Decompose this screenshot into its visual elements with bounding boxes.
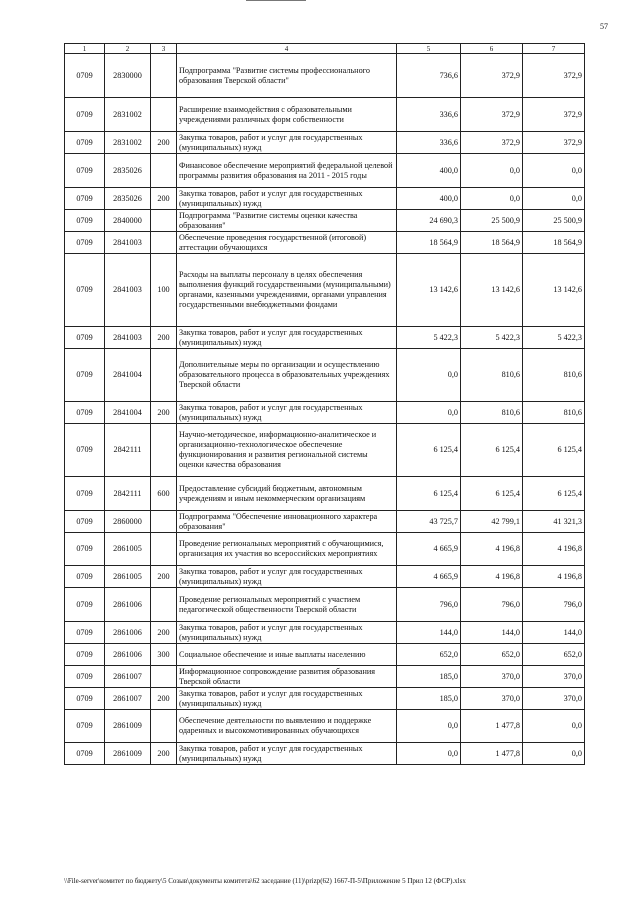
table-row (65, 533, 585, 566)
article-code-cell: 2835026 (105, 188, 151, 210)
article-code-cell: 2860000 (105, 511, 151, 533)
amount-col5-cell: 400,0 (397, 154, 461, 188)
amount-col7-cell: 0,0 (523, 154, 585, 188)
amount-col6-cell: 370,0 (461, 666, 523, 688)
amount-col7-cell: 0,0 (523, 710, 585, 743)
section-code-cell: 0709 (65, 98, 105, 132)
amount-col6-cell: 370,0 (461, 688, 523, 710)
description-cell: Закупка товаров, работ и услуг для государственных (муниципальных) нужд (177, 688, 397, 710)
column-header: 5 (397, 44, 461, 54)
description-cell: Предоставление субсидий бюджетным, автономным учреждениям и иным некоммерческим организациям (177, 477, 397, 511)
expense-type-cell (151, 511, 177, 533)
amount-col7-cell: 18 564,9 (523, 232, 585, 254)
table-row (65, 588, 585, 622)
amount-col7-cell: 4 196,8 (523, 533, 585, 566)
description-cell: Закупка товаров, работ и услуг для государственных (муниципальных) нужд (177, 132, 397, 154)
amount-col6-cell: 796,0 (461, 588, 523, 622)
column-header: 3 (151, 44, 177, 54)
expense-type-cell: 200 (151, 566, 177, 588)
amount-col6-cell: 810,6 (461, 402, 523, 424)
expense-type-cell: 100 (151, 254, 177, 327)
description-cell: Подпрограмма "Обеспечение инновационного характера образования" (177, 511, 397, 533)
article-code-cell: 2861009 (105, 710, 151, 743)
expense-type-cell: 200 (151, 327, 177, 349)
amount-col6-cell: 144,0 (461, 622, 523, 644)
expense-type-cell: 600 (151, 477, 177, 511)
expense-type-cell (151, 588, 177, 622)
expense-type-cell (151, 710, 177, 743)
expense-type-cell (151, 210, 177, 232)
table-row (65, 232, 585, 254)
table-row (65, 566, 585, 588)
amount-col6-cell: 1 477,8 (461, 710, 523, 743)
section-code-cell: 0709 (65, 232, 105, 254)
article-code-cell: 2840000 (105, 210, 151, 232)
amount-col5-cell: 796,0 (397, 588, 461, 622)
description-cell: Обеспечение проведения государственной (итоговой) аттестации обучающихся (177, 232, 397, 254)
section-code-cell: 0709 (65, 644, 105, 666)
column-header: 6 (461, 44, 523, 54)
amount-col5-cell: 0,0 (397, 710, 461, 743)
amount-col6-cell: 652,0 (461, 644, 523, 666)
amount-col7-cell: 370,0 (523, 688, 585, 710)
amount-col6-cell: 6 125,4 (461, 477, 523, 511)
amount-col5-cell: 0,0 (397, 402, 461, 424)
section-code-cell: 0709 (65, 710, 105, 743)
amount-col5-cell: 400,0 (397, 188, 461, 210)
amount-col5-cell: 6 125,4 (397, 424, 461, 477)
section-code-cell: 0709 (65, 254, 105, 327)
amount-col5-cell: 13 142,6 (397, 254, 461, 327)
description-cell: Закупка товаров, работ и услуг для государственных (муниципальных) нужд (177, 622, 397, 644)
amount-col7-cell: 144,0 (523, 622, 585, 644)
description-cell: Подпрограмма "Развитие системы профессионального образования Тверской области" (177, 54, 397, 98)
table-row (65, 622, 585, 644)
page-number: 57 (600, 22, 608, 31)
amount-col5-cell: 6 125,4 (397, 477, 461, 511)
expense-type-cell (151, 666, 177, 688)
article-code-cell: 2835026 (105, 154, 151, 188)
amount-col7-cell: 372,9 (523, 98, 585, 132)
article-code-cell: 2861006 (105, 588, 151, 622)
section-code-cell: 0709 (65, 622, 105, 644)
amount-col6-cell: 810,6 (461, 349, 523, 402)
amount-col7-cell: 372,9 (523, 54, 585, 98)
section-code-cell: 0709 (65, 54, 105, 98)
amount-col7-cell: 6 125,4 (523, 477, 585, 511)
article-code-cell: 2842111 (105, 477, 151, 511)
amount-col6-cell: 4 196,8 (461, 533, 523, 566)
amount-col5-cell: 0,0 (397, 743, 461, 765)
description-cell: Дополнительные меры по организации и осуществлению образовательного процесса в образовательных учреждениях Тверской области (177, 349, 397, 402)
section-code-cell: 0709 (65, 743, 105, 765)
amount-col5-cell: 185,0 (397, 666, 461, 688)
article-code-cell: 2861006 (105, 644, 151, 666)
description-cell: Научно-методическое, информационно-аналитическое и организационно-технологическое обеспечение функционирования и развития региональной системы оценки качества образования (177, 424, 397, 477)
amount-col7-cell: 5 422,3 (523, 327, 585, 349)
table-row (65, 511, 585, 533)
expense-type-cell: 200 (151, 743, 177, 765)
article-code-cell: 2830000 (105, 54, 151, 98)
expense-type-cell: 200 (151, 132, 177, 154)
table-row (65, 54, 585, 98)
amount-col6-cell: 372,9 (461, 54, 523, 98)
section-code-cell: 0709 (65, 666, 105, 688)
section-code-cell: 0709 (65, 327, 105, 349)
expense-type-cell (151, 424, 177, 477)
article-code-cell: 2841003 (105, 327, 151, 349)
expense-type-cell (151, 98, 177, 132)
expense-type-cell (151, 232, 177, 254)
section-code-cell: 0709 (65, 402, 105, 424)
amount-col7-cell: 796,0 (523, 588, 585, 622)
amount-col5-cell: 736,6 (397, 54, 461, 98)
amount-col6-cell: 25 500,9 (461, 210, 523, 232)
amount-col6-cell: 18 564,9 (461, 232, 523, 254)
table-row (65, 743, 585, 765)
article-code-cell: 2861005 (105, 533, 151, 566)
description-cell: Закупка товаров, работ и услуг для государственных (муниципальных) нужд (177, 188, 397, 210)
amount-col6-cell: 13 142,6 (461, 254, 523, 327)
section-code-cell: 0709 (65, 566, 105, 588)
amount-col6-cell: 1 477,8 (461, 743, 523, 765)
expense-type-cell (151, 54, 177, 98)
amount-col5-cell: 43 725,7 (397, 511, 461, 533)
description-cell: Закупка товаров, работ и услуг для государственных (муниципальных) нужд (177, 566, 397, 588)
amount-col5-cell: 4 665,9 (397, 566, 461, 588)
article-code-cell: 2861007 (105, 666, 151, 688)
amount-col5-cell: 185,0 (397, 688, 461, 710)
section-code-cell: 0709 (65, 511, 105, 533)
table-row (65, 327, 585, 349)
expense-type-cell: 200 (151, 622, 177, 644)
description-cell: Расширение взаимодействия с образовательными учреждениями различных форм собственности (177, 98, 397, 132)
column-header: 2 (105, 44, 151, 54)
amount-col7-cell: 25 500,9 (523, 210, 585, 232)
expense-type-cell: 200 (151, 688, 177, 710)
amount-col5-cell: 18 564,9 (397, 232, 461, 254)
amount-col7-cell: 370,0 (523, 666, 585, 688)
article-code-cell: 2861007 (105, 688, 151, 710)
description-cell: Проведение региональных мероприятий с участием педагогической общественности Тверской области (177, 588, 397, 622)
amount-col5-cell: 144,0 (397, 622, 461, 644)
section-code-cell: 0709 (65, 349, 105, 402)
article-code-cell: 2841004 (105, 349, 151, 402)
amount-col7-cell: 6 125,4 (523, 424, 585, 477)
amount-col6-cell: 0,0 (461, 154, 523, 188)
amount-col6-cell: 42 799,1 (461, 511, 523, 533)
amount-col7-cell: 652,0 (523, 644, 585, 666)
section-code-cell: 0709 (65, 154, 105, 188)
expense-type-cell: 200 (151, 188, 177, 210)
article-code-cell: 2861005 (105, 566, 151, 588)
amount-col5-cell: 4 665,9 (397, 533, 461, 566)
table-row (65, 666, 585, 688)
file-path-footer: \\File-server\комитет по бюджету\5 Созыв\документы комитета\62 заседание (11)\prizp(62) 1667-П-5\Приложение 5 Прил 12 (ФСР).xlsx (64, 877, 466, 885)
table-row (65, 402, 585, 424)
section-code-cell: 0709 (65, 424, 105, 477)
amount-col7-cell: 0,0 (523, 743, 585, 765)
amount-col7-cell: 13 142,6 (523, 254, 585, 327)
expense-type-cell (151, 349, 177, 402)
amount-col7-cell: 372,9 (523, 132, 585, 154)
budget-table (64, 43, 585, 765)
description-cell: Закупка товаров, работ и услуг для государственных (муниципальных) нужд (177, 402, 397, 424)
table-row (65, 644, 585, 666)
article-code-cell: 2841004 (105, 402, 151, 424)
amount-col7-cell: 0,0 (523, 188, 585, 210)
amount-col7-cell: 810,6 (523, 402, 585, 424)
description-cell: Расходы на выплаты персоналу в целях обеспечения выполнения функций государственными (муниципальными) органами, казенными учреждениями, органами управления государственными внебюджетными фондами (177, 254, 397, 327)
amount-col5-cell: 336,6 (397, 132, 461, 154)
table-row (65, 188, 585, 210)
description-cell: Закупка товаров, работ и услуг для государственных (муниципальных) нужд (177, 743, 397, 765)
article-code-cell: 2831002 (105, 132, 151, 154)
table-row (65, 132, 585, 154)
amount-col5-cell: 0,0 (397, 349, 461, 402)
description-cell: Информационное сопровождение развития образования Тверской области (177, 666, 397, 688)
amount-col6-cell: 0,0 (461, 188, 523, 210)
table-row (65, 154, 585, 188)
table-row (65, 688, 585, 710)
top-rule (246, 0, 306, 1)
article-code-cell: 2841003 (105, 254, 151, 327)
table-row (65, 349, 585, 402)
amount-col6-cell: 5 422,3 (461, 327, 523, 349)
amount-col7-cell: 41 321,3 (523, 511, 585, 533)
section-code-cell: 0709 (65, 188, 105, 210)
description-cell: Обеспечение деятельности по выявлению и поддержке одаренных и высокомотивированных обучающихся (177, 710, 397, 743)
amount-col7-cell: 4 196,8 (523, 566, 585, 588)
column-header: 7 (523, 44, 585, 54)
description-cell: Подпрограмма "Развитие системы оценки качества образования" (177, 210, 397, 232)
column-header: 4 (177, 44, 397, 54)
article-code-cell: 2831002 (105, 98, 151, 132)
section-code-cell: 0709 (65, 477, 105, 511)
amount-col5-cell: 336,6 (397, 98, 461, 132)
amount-col6-cell: 372,9 (461, 98, 523, 132)
amount-col5-cell: 24 690,3 (397, 210, 461, 232)
description-cell: Финансовое обеспечение мероприятий федеральной целевой программы развития образования на 2011 - 2015 годы (177, 154, 397, 188)
expense-type-cell (151, 154, 177, 188)
amount-col7-cell: 810,6 (523, 349, 585, 402)
amount-col5-cell: 5 422,3 (397, 327, 461, 349)
table-row (65, 424, 585, 477)
amount-col6-cell: 4 196,8 (461, 566, 523, 588)
description-cell: Проведение региональных мероприятий с обучающимися, организация их участия во всероссийских мероприятиях (177, 533, 397, 566)
description-cell: Закупка товаров, работ и услуг для государственных (муниципальных) нужд (177, 327, 397, 349)
section-code-cell: 0709 (65, 533, 105, 566)
article-code-cell: 2841003 (105, 232, 151, 254)
article-code-cell: 2861009 (105, 743, 151, 765)
article-code-cell: 2861006 (105, 622, 151, 644)
table-row (65, 254, 585, 327)
section-code-cell: 0709 (65, 588, 105, 622)
column-header: 1 (65, 44, 105, 54)
column-header-row (65, 44, 585, 54)
description-cell: Социальное обеспечение и иные выплаты населению (177, 644, 397, 666)
article-code-cell: 2842111 (105, 424, 151, 477)
expense-type-cell (151, 533, 177, 566)
table-row (65, 98, 585, 132)
amount-col6-cell: 6 125,4 (461, 424, 523, 477)
expense-type-cell: 200 (151, 402, 177, 424)
table-body (65, 44, 585, 765)
expense-type-cell: 300 (151, 644, 177, 666)
table-row (65, 210, 585, 232)
amount-col5-cell: 652,0 (397, 644, 461, 666)
section-code-cell: 0709 (65, 688, 105, 710)
amount-col6-cell: 372,9 (461, 132, 523, 154)
table-row (65, 477, 585, 511)
table-row (65, 710, 585, 743)
section-code-cell: 0709 (65, 132, 105, 154)
section-code-cell: 0709 (65, 210, 105, 232)
